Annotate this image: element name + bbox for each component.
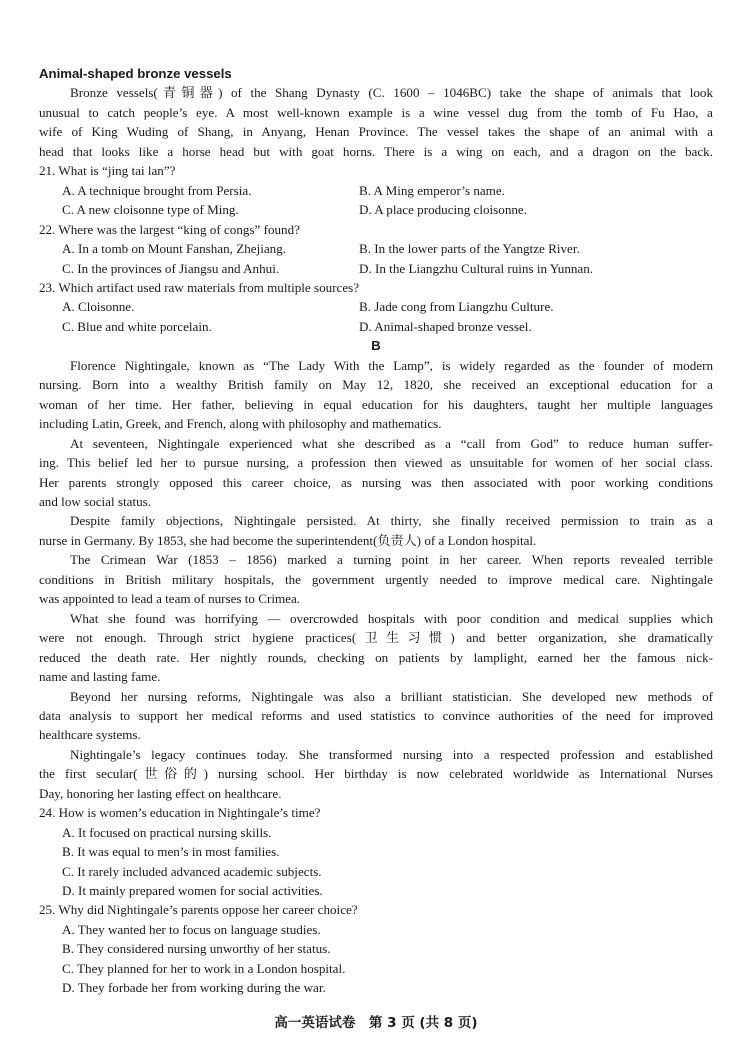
section-b-label: B (371, 338, 381, 354)
paragraph-line: Day, honoring her lasting effect on healthcare. (39, 785, 282, 801)
question-21 (39, 161, 713, 219)
option-d[interactable]: D. A place producing cloisonne. (359, 202, 527, 218)
paragraph-line: nursing. Born into a wealthy British family on May 12, 1820, she received an exceptional education for a (39, 377, 713, 393)
paragraph-line: including Latin, Greek, and French, along with philosophy and mathematics. (39, 416, 442, 432)
paragraph-line: reduced the death rate. Her nightly rounds, checking on patients by lamplight, earned her the famous nick- (39, 649, 713, 665)
option-a[interactable]: A. A technique brought from Persia. (62, 182, 252, 198)
option-c[interactable]: C. Blue and white porcelain. (62, 318, 212, 334)
question-24 (39, 803, 713, 900)
option-b[interactable]: B. In the lower parts of the Yangtze River. (359, 241, 580, 257)
passage-paragraph (39, 609, 713, 687)
passage-paragraph (39, 550, 713, 608)
option-d[interactable]: D. Animal-shaped bronze vessel. (359, 318, 532, 334)
question-stem: 22. Where was the largest “king of congs” found? (39, 221, 300, 237)
paragraph-line: ing. This belief led her to pursue nursing, a profession then viewed as unsuitable for women of her social class. (39, 455, 713, 471)
passage-paragraph (39, 687, 713, 745)
option-c[interactable]: C. They planned for her to work in a London hospital. (62, 960, 346, 976)
option-d[interactable]: D. It mainly prepared women for social activities. (62, 883, 323, 899)
paragraph-line: Her parents strongly opposed this career choice, as nursing was then associated with poor working conditions (39, 474, 713, 490)
paragraph-line: data analysis to support her medical reforms and used statistics to convince authorities of the need for improved (39, 707, 713, 723)
paragraph-line: Beyond her nursing reforms, Nightingale was also a brilliant statistician. She developed new methods of (70, 688, 713, 704)
paragraph-line: Bronze vessels(青铜器) of the Shang Dynasty (C. 1600 – 1046BC) take the shape of animals that look (70, 85, 713, 101)
passage-paragraph (39, 434, 713, 512)
paragraph-line: head that looks like a horse head but with goat horns. There is a wing on each, and a dragon on the back. (39, 143, 713, 159)
passage-paragraph (39, 745, 713, 803)
paragraph-line: name and lasting fame. (39, 669, 161, 685)
question-stem: 21. What is “jing tai lan”? (39, 163, 176, 179)
paragraph-line: Despite family objections, Nightingale persisted. At thirty, she finally received permission to train as a (70, 513, 713, 529)
option-b[interactable]: B. A Ming emperor’s name. (359, 182, 505, 198)
paragraph-line: Nightingale’s legacy continues today. She transformed nursing into a respected profession and established (70, 746, 713, 762)
paragraph-line: What she found was horrifying — overcrowded hospitals with poor condition and medical supplies which (70, 610, 713, 626)
option-d[interactable]: D. In the Liangzhu Cultural ruins in Yunnan. (359, 260, 594, 276)
paragraph-line: woman of her time. Her father, believing in equal education for his daughters, taught her multiple languages (39, 396, 713, 412)
option-a[interactable]: A. It focused on practical nursing skills. (62, 824, 272, 840)
passage-paragraph (39, 356, 713, 434)
question-stem: 25. Why did Nightingale’s parents oppose her career choice? (39, 902, 358, 918)
question-22 (39, 220, 713, 278)
paragraph-line: and low social status. (39, 493, 152, 509)
option-a[interactable]: A. In a tomb on Mount Fanshan, Zhejiang. (62, 241, 287, 257)
option-a[interactable]: A. They wanted her to focus on language studies. (62, 921, 321, 937)
option-c[interactable]: C. In the provinces of Jiangsu and Anhui. (62, 260, 280, 276)
option-c[interactable]: C. A new cloisonne type of Ming. (62, 202, 239, 218)
option-a[interactable]: A. Cloisonne. (62, 299, 135, 315)
option-d[interactable]: D. They forbade her from working during the war. (62, 980, 326, 996)
paragraph-line: conditions in British military hospitals, the government urgently needed to improve medical care. Nightingale (39, 571, 713, 587)
exam-page (39, 64, 713, 998)
paragraph-line: The Crimean War (1853 – 1856) marked a turning point in her career. When reports revealed terrible (70, 552, 713, 568)
paragraph-line: Florence Nightingale, known as “The Lady With the Lamp”, is widely regarded as the founder of modern (70, 357, 713, 373)
option-b[interactable]: B. Jade cong from Liangzhu Culture. (359, 299, 554, 315)
paragraph-line: were not enough. Through strict hygiene practices(卫生习惯) and better organization, she dramatically (39, 630, 713, 646)
option-b[interactable]: B. They considered nursing unworthy of her status. (62, 941, 331, 957)
section-a-paragraph (39, 83, 713, 161)
question-stem: 23. Which artifact used raw materials from multiple sources? (39, 279, 360, 295)
section-a-title: Animal-shaped bronze vessels (39, 66, 232, 81)
question-23 (39, 278, 713, 336)
paragraph-line: was appointed to lead a team of nurses to Crimea. (39, 591, 301, 607)
paragraph-line: wife of King Wuding of Shang, in Anyang, Henan Province. The vessel takes the shape of an animal with a (39, 124, 713, 140)
paragraph-line: the first secular(世俗的) nursing school. Her birthday is now celebrated worldwide as International Nurses (39, 766, 713, 782)
paragraph-line: At seventeen, Nightingale experienced what she described as a “call from God” to reduce human suffer- (70, 435, 713, 451)
paragraph-line: unusual to catch people’s eye. A most well-known example is a wine vessel dug from the tomb of Fu Hao, a (39, 104, 713, 120)
option-c[interactable]: C. It rarely included advanced academic subjects. (62, 863, 322, 879)
paragraph-line: healthcare systems. (39, 727, 141, 743)
question-stem: 24. How is women’s education in Nightingale’s time? (39, 805, 321, 821)
question-25 (39, 900, 713, 997)
option-b[interactable]: B. It was equal to men’s in most families. (62, 844, 280, 860)
passage-paragraph (39, 511, 713, 550)
page-footer: 高一英语试卷 第 3 页 (共 8 页) (274, 1015, 478, 1031)
paragraph-line: nurse in Germany. By 1853, she had become the superintendent(负责人) of a London hospital. (39, 532, 537, 548)
